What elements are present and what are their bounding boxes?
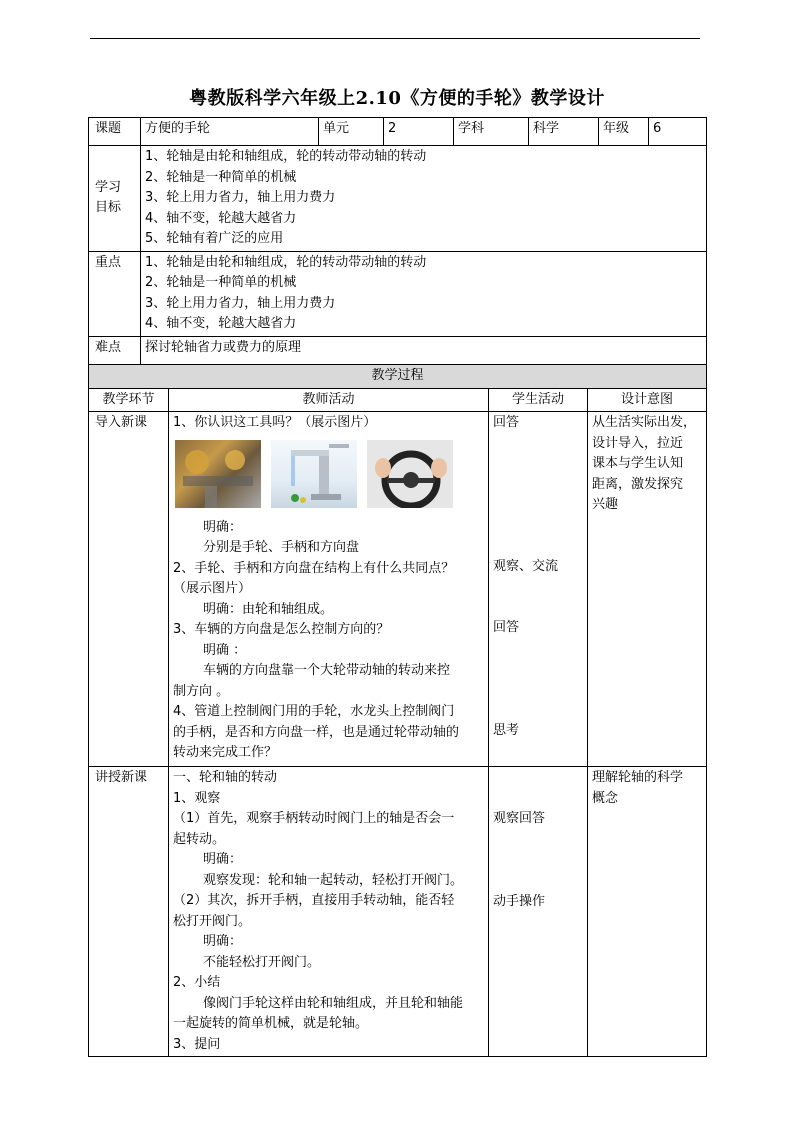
list-item: 1、轮轴是由轮和轴组成，轮的转动带动轴的转动 — [145, 254, 427, 270]
student-activity-intro: 回答 观察、交流 回答 思考 — [489, 412, 588, 767]
key-points-label: 重点 — [89, 251, 141, 336]
teacher-activity-lecture: 一、轮和轴的转动 1、观察 （1）首先，观察手柄转动时阀门上的轴是否会一 起转动。 明确： 观察发现：轮和轴一起转动，轻松打开阀门。 （2）其次，拆开手柄，直接用手转动轴，能否轻 松打开阀门。 明确： 不能轻松打开阀门。 2、小结 像阀门手轮这样由轮和轴组成，并且轮和轴能 一起旋转的简单机械，就是轮轴。 3、提问 — [169, 767, 489, 1057]
list-item: 3、轮上用力省力，轴上用力费力 — [145, 190, 336, 205]
subject-value: 科学 — [529, 118, 599, 146]
header-rule — [90, 38, 700, 39]
grade-label: 年级 — [599, 118, 649, 146]
list-item: 2、轮轴是一种简单的机械 — [145, 275, 297, 290]
teacher-activity-intro: 1、你认识这工具吗？（展示图片） 明确： 分别是手轮、手柄和方向盘 2、手轮、手柄和方向盘在结构上有什么共同点？ （展示图片） 明确：由轮和轴组成。 3、车辆的方向盘是怎么控制方向的？ 明确 ： 车辆的方向盘靠一个大轮带动轴的转动来控 制方向 。 4、管道上控制阀门用的手轮，水龙头上控制阀门 的手柄，是否和方向盘一样，也是通过轮带动轴的 转动来完成工作？ — [169, 412, 489, 767]
topic-label: 课题 — [89, 118, 141, 146]
key-points-list — [141, 251, 707, 336]
topic-value: 方便的手轮 — [141, 118, 319, 146]
faucet-image — [271, 440, 357, 508]
stage-lecture: 讲授新课 — [89, 767, 169, 1057]
info-table — [88, 117, 707, 365]
design-intent-intro: 从生活实际出发， 设计导入，拉近 课本与学生认知 距离，激发探究 兴趣 — [588, 412, 707, 767]
goals-list — [141, 146, 707, 252]
list-item: 4、轴不变，轮越大越省力 — [145, 316, 297, 331]
unit-value: 2 — [384, 118, 454, 146]
design-intent-lecture: 理解轮轴的科学 概念 — [588, 767, 707, 1057]
list-item: 3、轮上用力省力，轴上用力费力 — [145, 295, 336, 311]
page-title: 粤教版科学六年级上2.10《方便的手轮》教学设计 — [189, 88, 605, 109]
list-item: 5、轮轴有着广泛的应用 — [145, 231, 284, 246]
goals-label: 学习 目标 — [89, 146, 141, 252]
process-table — [88, 364, 707, 1057]
subject-label: 学科 — [454, 118, 529, 146]
difficulty-value: 探讨轮轴省力或费力的原理 — [141, 336, 707, 364]
column-header: 教师活动 — [169, 388, 489, 412]
process-header: 教学过程 — [89, 365, 707, 389]
column-header: 设计意图 — [588, 388, 707, 412]
student-activity-lecture: 观察回答 动手操作 — [489, 767, 588, 1057]
unit-label: 单元 — [319, 118, 384, 146]
list-item: 2、轮轴是一种简单的机械 — [145, 169, 297, 185]
column-header: 教学环节 — [89, 388, 169, 412]
image-row — [175, 440, 484, 508]
difficulty-label: 难点 — [89, 336, 141, 364]
valve-handwheel-image — [175, 440, 261, 508]
steering-wheel-image — [367, 440, 453, 508]
stage-intro: 导入新课 — [89, 412, 169, 767]
list-item: 1、轮轴是由轮和轴组成，轮的转动带动轴的转动 — [145, 149, 427, 164]
list-item: 4、轴不变，轮越大越省力 — [145, 210, 297, 226]
grade-value: 6 — [649, 118, 707, 146]
column-header: 学生活动 — [489, 388, 588, 412]
